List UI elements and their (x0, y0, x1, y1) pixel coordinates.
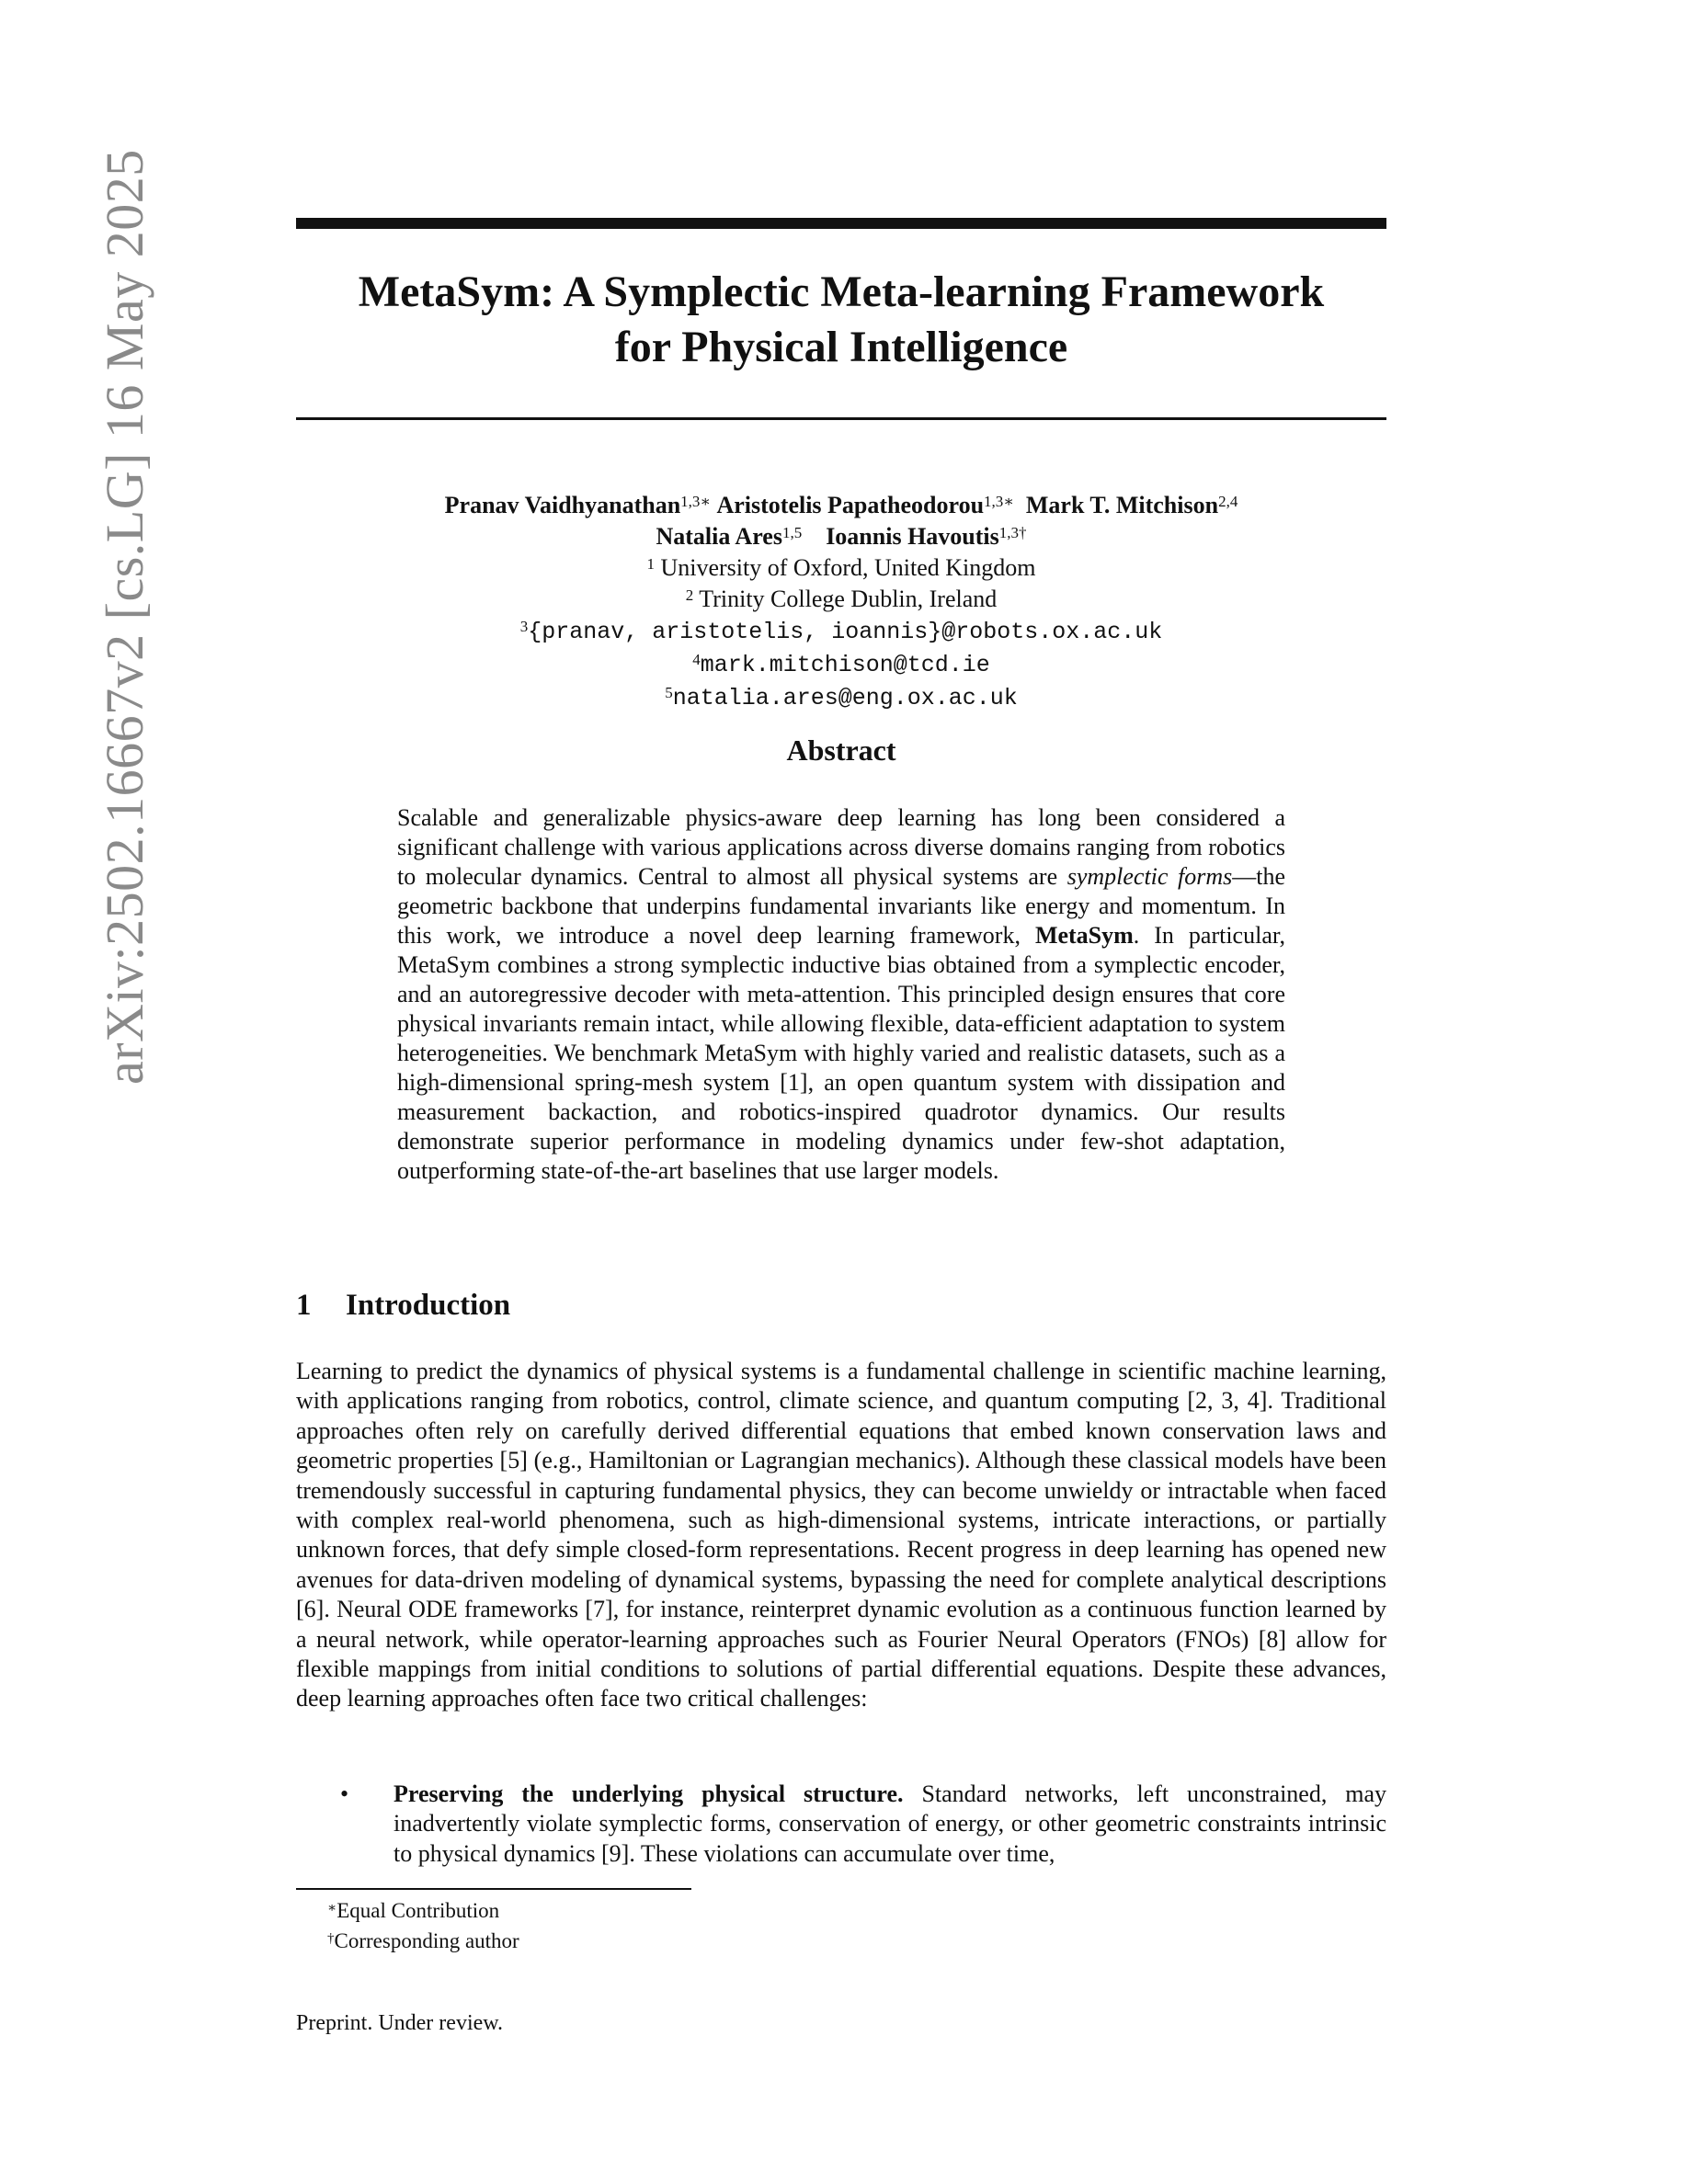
preprint-note: Preprint. Under review. (296, 2011, 504, 2035)
author-affiliation-mark: 1,3† (998, 524, 1027, 541)
bullet-lead: Preserving the underlying physical structure. (393, 1780, 904, 1807)
intro-paragraph: Learning to predict the dynamics of physical systems is a fundamental challenge in scientific machine learning, with applications ranging from robotics, control, climate science, and quantum computing [2, 3, 4]. Traditional approaches often rely on carefully derived differential equations that embed known conservation laws and geometric properties [5] (e.g., Hamiltonian or Lagrangian mechanics). Although these classical models have been tremendously successful in capturing fundamental physics, they can become unwieldy or intractable when faced with complex real-world phenomena, such as high-dimensional systems, intricate interactions, or partially unknown forces, that defy simple closed-form representations. Recent progress in deep learning has opened new avenues for data-driven modeling of dynamical systems, bypassing the need for complete analytical descriptions [6]. Neural ODE frameworks [7], for instance, reinterpret dynamic evolution as a continuous function learned by a neural network, while operator-learning approaches such as Fourier Neural Operators (FNOs) [8] allow for flexible mappings from initial conditions to solutions of partial differential equations. Despite these advances, deep learning approaches often face two critical challenges: (296, 1358, 1386, 1712)
author-name: Ioannis Havoutis (826, 523, 999, 550)
email-address[interactable]: natalia.ares@eng.ox.ac.uk (672, 685, 1018, 711)
abstract-emphasis: symplectic forms (1066, 863, 1233, 890)
email-line-5 (296, 681, 1386, 714)
affiliation-text: University of Oxford, United Kingdom (660, 554, 1036, 581)
affiliation-2 (296, 584, 1386, 615)
abstract-body (397, 803, 1285, 1186)
abstract-strong: MetaSym (1034, 922, 1134, 949)
author-name: Aristotelis Papatheodorou (716, 492, 985, 518)
footnote-text: Corresponding author (334, 1929, 519, 1952)
email-mark: 3 (519, 618, 529, 635)
section-number: 1 (296, 1289, 312, 1322)
email-mark: 5 (665, 684, 673, 701)
author-affiliation-mark: 1,3∗ (680, 493, 711, 510)
author-line-2 (296, 521, 1386, 552)
bullet-text (368, 1780, 1386, 1869)
author-name: Natalia Ares (656, 523, 782, 550)
abstract-heading: Abstract (786, 734, 896, 767)
title-line-2: for Physical Intelligence (614, 323, 1068, 371)
abstract-text-part: . In particular, MetaSym combines a strong symplectic inductive bias obtained from a symplectic encoder, and an autoregressive decoder with meta-attention. This principled design ensures that core physical invariants remain intact, while allowing flexible, data-efficient adaptation to system heterogeneities. We benchmark MetaSym with highly varied and realistic datasets, such as a high-dimensional spring-mesh system [1], an open quantum system with dissipation and measurement backaction, and robotics-inspired quadrotor dynamics. Our results demonstrate superior performance in modeling dynamics under few-shot adaptation, outperforming state-of-the-art baselines that use larger models. (397, 922, 1285, 1184)
abstract-text-part: Scalable and generalizable physics-aware deep learning has long been considered a significant challenge with various applications across diverse domains ranging from robotics to molecular dynamics. Central to almost all physical systems are (397, 804, 1285, 890)
email-address[interactable]: mark.mitchison@tcd.ie (700, 652, 990, 678)
footnote-1 (327, 1895, 519, 1926)
affiliation-mark: 1 (646, 555, 655, 573)
author-block (296, 490, 1386, 714)
author-name: Pranav Vaidhyanathan (444, 492, 681, 518)
email-line-3 (296, 615, 1386, 648)
author-affiliation-mark: 2,4 (1218, 493, 1238, 510)
affiliation-mark: 2 (685, 586, 694, 604)
section-heading-introduction (296, 1287, 510, 1324)
author-line-1 (296, 490, 1386, 521)
footnotes (327, 1895, 519, 1956)
email-line-4 (296, 648, 1386, 681)
footnote-rule (296, 1888, 691, 1890)
footnote-text: Equal Contribution (336, 1899, 500, 1922)
footnote-mark: † (327, 1931, 335, 1946)
footnote-2 (327, 1926, 519, 1956)
bullet-marker: • (340, 1780, 349, 1807)
bullet-item (340, 1780, 1386, 1869)
section-title: Introduction (346, 1289, 511, 1322)
paper-title (296, 265, 1386, 375)
title-bottom-rule (296, 417, 1386, 420)
arxiv-identifier: arXiv:2502.16667v2 [cs.LG] 16 May 2025 (95, 149, 154, 1085)
affiliation-1 (296, 552, 1386, 584)
email-mark: 4 (692, 651, 701, 668)
author-affiliation-mark: 1,3∗ (984, 493, 1014, 510)
abstract-text-part: —the geometric backbone that underpins fundamental invariants like energy and momentum. In this work, we introduce a novel deep learning framework, (397, 863, 1285, 949)
author-affiliation-mark: 1,5 (781, 524, 803, 541)
email-address[interactable]: {pranav, aristotelis, ioannis}@robots.ox.ac.uk (528, 619, 1163, 645)
affiliation-text: Trinity College Dublin, Ireland (699, 586, 998, 612)
arxiv-sidebar (0, 0, 154, 1085)
author-name: Mark T. Mitchison (1025, 492, 1219, 518)
title-line-1: MetaSym: A Symplectic Meta-learning Framework (358, 267, 1325, 316)
title-top-rule (296, 218, 1386, 229)
bullet-body: Standard networks, left unconstrained, may inadvertently violate symplectic forms, conservation of energy, or other geometric constraints intrinsic to physical dynamics [9]. These violations can accumulate over time, (393, 1780, 1386, 1867)
footnote-mark: ∗ (327, 1901, 337, 1916)
